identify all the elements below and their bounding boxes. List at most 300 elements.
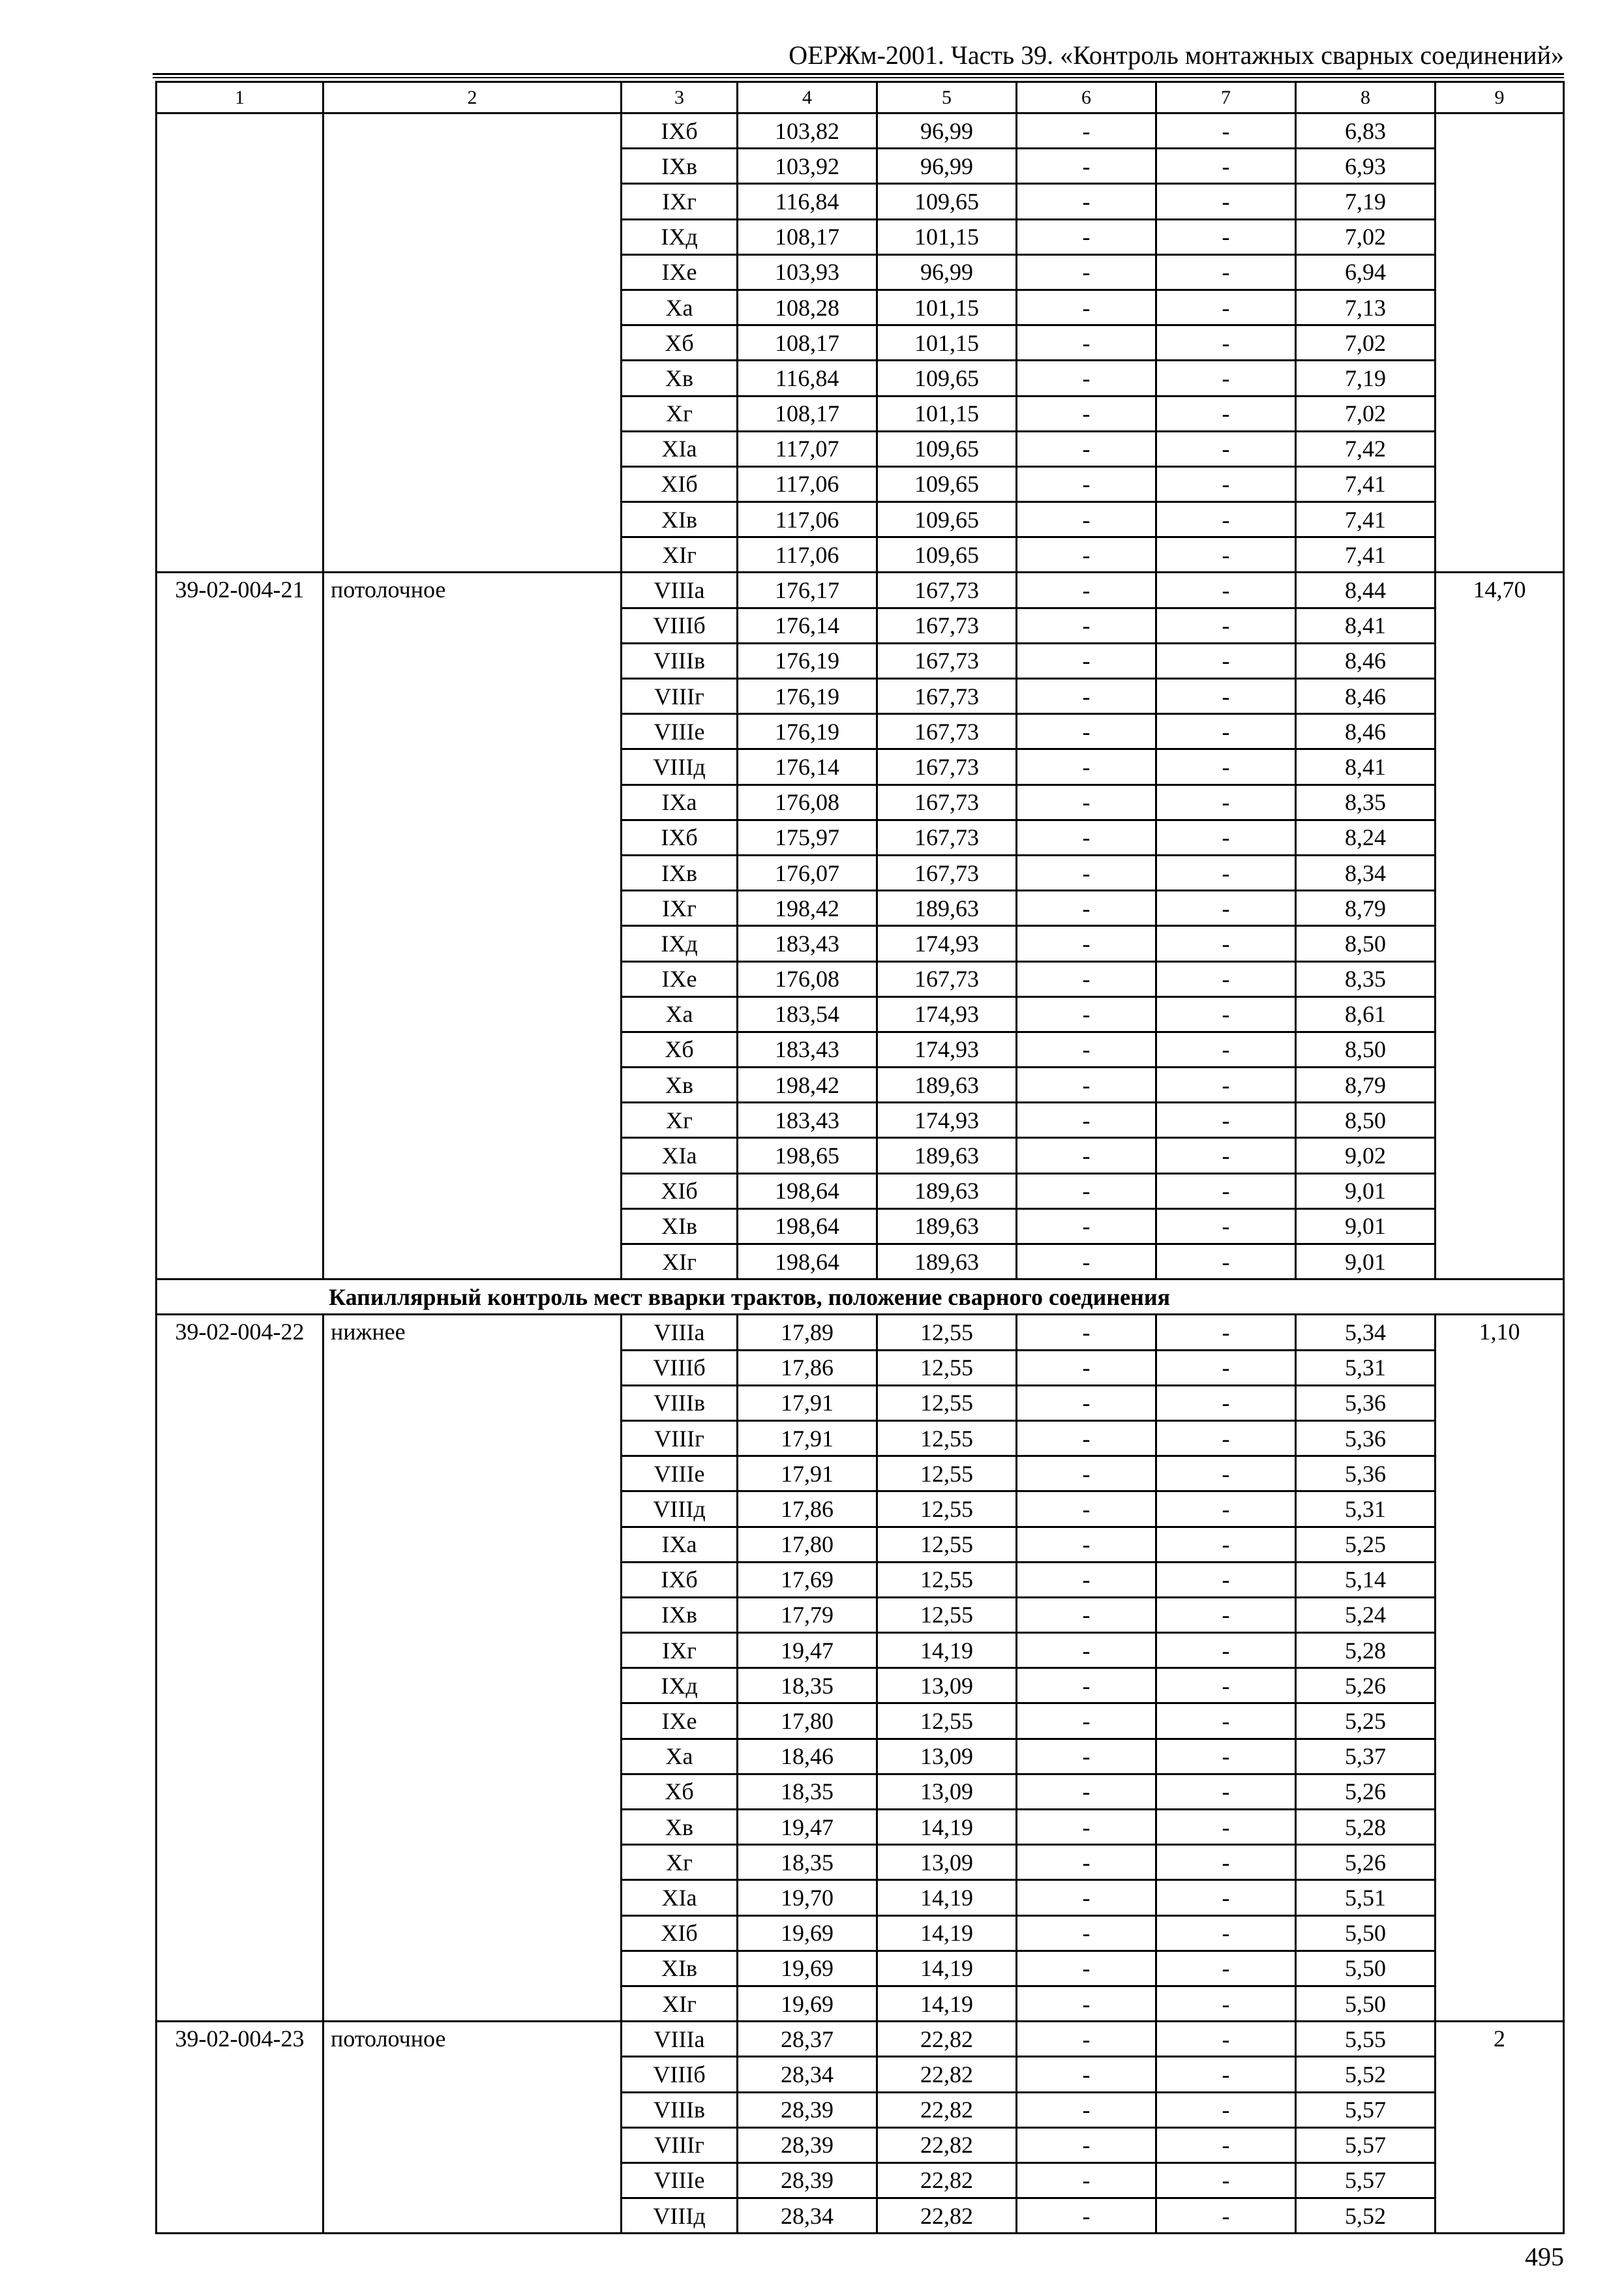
operator-wage: -: [1156, 1633, 1296, 1668]
joint-category: IXв: [622, 855, 738, 890]
total-cost: 198,42: [738, 891, 877, 926]
materials-cost: 8,35: [1296, 785, 1436, 820]
operator-wage: -: [1156, 219, 1296, 254]
materials-cost: 8,35: [1296, 961, 1436, 996]
labor-cost: 13,09: [877, 1774, 1017, 1809]
materials-cost: 5,36: [1296, 1420, 1436, 1456]
total-cost: 183,43: [738, 1103, 877, 1138]
machine-cost: -: [1017, 679, 1156, 714]
materials-cost: 8,50: [1296, 1103, 1436, 1138]
total-cost: 18,35: [738, 1668, 877, 1703]
joint-category: IXг: [622, 891, 738, 926]
total-cost: 19,47: [738, 1633, 877, 1668]
operator-wage: -: [1156, 961, 1296, 996]
machine-cost: -: [1017, 2057, 1156, 2092]
total-cost: 103,93: [738, 254, 877, 290]
total-cost: 198,64: [738, 1208, 877, 1244]
joint-category: XIг: [622, 1244, 738, 1279]
materials-cost: 7,02: [1296, 219, 1436, 254]
machine-cost: -: [1017, 2092, 1156, 2127]
materials-cost: 8,50: [1296, 1032, 1436, 1067]
operator-wage: -: [1156, 361, 1296, 396]
joint-category: VIIIг: [622, 2127, 738, 2162]
joint-category: Xб: [622, 325, 738, 361]
joint-category: VIIIд: [622, 2198, 738, 2234]
machine-cost: -: [1017, 254, 1156, 290]
materials-cost: 5,26: [1296, 1774, 1436, 1809]
weld-position: потолочное: [323, 573, 622, 1279]
machine-cost: -: [1017, 1597, 1156, 1632]
labor-cost: 13,09: [877, 1739, 1017, 1774]
labor-cost: 174,93: [877, 1103, 1017, 1138]
machine-cost: -: [1017, 1103, 1156, 1138]
joint-category: IXв: [622, 1597, 738, 1632]
operator-wage: -: [1156, 926, 1296, 961]
machine-cost: -: [1017, 608, 1156, 643]
labor-cost: 96,99: [877, 149, 1017, 184]
operator-wage: -: [1156, 1208, 1296, 1244]
total-cost: 28,34: [738, 2198, 877, 2234]
labor-cost: 13,09: [877, 1845, 1017, 1880]
column-number: 9: [1436, 82, 1564, 113]
total-cost: 103,92: [738, 149, 877, 184]
operator-wage: -: [1156, 396, 1296, 431]
operator-wage: -: [1156, 2092, 1296, 2127]
total-cost: 108,17: [738, 219, 877, 254]
materials-cost: 9,01: [1296, 1173, 1436, 1208]
joint-category: Xг: [622, 396, 738, 431]
labor-cost: 109,65: [877, 431, 1017, 466]
machine-cost: -: [1017, 1244, 1156, 1279]
operator-wage: -: [1156, 2198, 1296, 2234]
operator-wage: -: [1156, 1456, 1296, 1491]
operator-wage: -: [1156, 1597, 1296, 1632]
rates-table-body: [157, 82, 1564, 2234]
joint-category: VIIIд: [622, 1491, 738, 1527]
joint-category: VIIIв: [622, 2092, 738, 2127]
machine-cost: -: [1017, 1880, 1156, 1915]
materials-cost: 8,79: [1296, 1068, 1436, 1103]
labor-cost: 14,19: [877, 1810, 1017, 1845]
joint-category: IXб: [622, 820, 738, 855]
materials-cost: 8,50: [1296, 926, 1436, 961]
materials-cost: 5,26: [1296, 1668, 1436, 1703]
joint-category: Xг: [622, 1103, 738, 1138]
total-cost: 17,91: [738, 1420, 877, 1456]
total-cost: 183,43: [738, 926, 877, 961]
operator-wage: -: [1156, 1986, 1296, 2021]
materials-cost: 5,28: [1296, 1633, 1436, 1668]
materials-cost: 5,26: [1296, 1845, 1436, 1880]
total-cost: 183,43: [738, 1032, 877, 1067]
labor-cost: 189,63: [877, 1173, 1017, 1208]
materials-cost: 8,24: [1296, 820, 1436, 855]
total-cost: 19,70: [738, 1880, 877, 1915]
materials-cost: 8,46: [1296, 714, 1436, 749]
operator-wage: -: [1156, 1810, 1296, 1845]
machine-cost: -: [1017, 855, 1156, 890]
page-number: 495: [1525, 2242, 1564, 2271]
joint-category: Xв: [622, 1068, 738, 1103]
column-number: 7: [1156, 82, 1296, 113]
operator-wage: -: [1156, 1951, 1296, 1986]
machine-cost: -: [1017, 2162, 1156, 2198]
operator-wage: -: [1156, 1068, 1296, 1103]
materials-cost: 5,34: [1296, 1315, 1436, 1350]
rate-code: 39-02-004-22: [157, 1315, 323, 2022]
total-cost: 176,08: [738, 961, 877, 996]
rate-code: [157, 113, 323, 573]
joint-category: Xб: [622, 1032, 738, 1067]
machine-cost: -: [1017, 1915, 1156, 1951]
column-number: 3: [622, 82, 738, 113]
labor-cost: 12,55: [877, 1420, 1017, 1456]
total-cost: 19,69: [738, 1951, 877, 1986]
joint-category: XIа: [622, 1138, 738, 1173]
total-cost: 198,64: [738, 1244, 877, 1279]
machine-cost: -: [1017, 749, 1156, 785]
labor-cost: 12,55: [877, 1597, 1017, 1632]
labor-cost: 22,82: [877, 2022, 1017, 2057]
operator-wage: -: [1156, 2127, 1296, 2162]
joint-category: Xб: [622, 1774, 738, 1809]
materials-cost: 8,34: [1296, 855, 1436, 890]
table-row: [157, 1315, 1564, 1350]
rates-table: [155, 81, 1565, 2234]
total-cost: 117,06: [738, 537, 877, 573]
total-cost: 19,69: [738, 1915, 877, 1951]
materials-cost: 8,41: [1296, 749, 1436, 785]
operator-wage: -: [1156, 855, 1296, 890]
materials-cost: 5,37: [1296, 1739, 1436, 1774]
total-cost: 108,17: [738, 325, 877, 361]
joint-category: VIIIе: [622, 2162, 738, 2198]
total-cost: 17,69: [738, 1562, 877, 1597]
machine-cost: -: [1017, 1633, 1156, 1668]
machine-cost: -: [1017, 2127, 1156, 2162]
materials-cost: 9,01: [1296, 1244, 1436, 1279]
materials-cost: 7,19: [1296, 361, 1436, 396]
operator-wage: -: [1156, 714, 1296, 749]
machine-cost: -: [1017, 1668, 1156, 1703]
machine-cost: -: [1017, 537, 1156, 573]
labor-cost: 12,55: [877, 1527, 1017, 1562]
materials-cost: 5,36: [1296, 1385, 1436, 1420]
total-cost: 18,46: [738, 1739, 877, 1774]
labor-cost: 14,19: [877, 1915, 1017, 1951]
total-cost: 176,19: [738, 643, 877, 678]
joint-category: XIв: [622, 1208, 738, 1244]
joint-category: VIIIа: [622, 2022, 738, 2057]
total-cost: 28,39: [738, 2092, 877, 2127]
labor-cost: 14,19: [877, 1951, 1017, 1986]
machine-cost: -: [1017, 1350, 1156, 1385]
materials-cost: 7,41: [1296, 466, 1436, 501]
joint-category: VIIIв: [622, 1385, 738, 1420]
total-cost: 176,08: [738, 785, 877, 820]
total-cost: 17,86: [738, 1491, 877, 1527]
operator-wage: -: [1156, 1032, 1296, 1067]
operator-wage: -: [1156, 1244, 1296, 1279]
machine-cost: -: [1017, 502, 1156, 537]
machine-cost: -: [1017, 1385, 1156, 1420]
machine-cost: -: [1017, 1562, 1156, 1597]
operator-wage: -: [1156, 996, 1296, 1032]
total-cost: 19,69: [738, 1986, 877, 2021]
machine-cost: -: [1017, 2198, 1156, 2234]
materials-cost: 6,83: [1296, 113, 1436, 149]
materials-cost: 5,50: [1296, 1951, 1436, 1986]
labor-hours: 14,70: [1436, 573, 1564, 1279]
machine-cost: -: [1017, 466, 1156, 501]
joint-category: IXе: [622, 961, 738, 996]
labor-cost: 12,55: [877, 1350, 1017, 1385]
labor-cost: 22,82: [877, 2057, 1017, 2092]
operator-wage: -: [1156, 113, 1296, 149]
total-cost: 108,28: [738, 290, 877, 325]
operator-wage: -: [1156, 785, 1296, 820]
machine-cost: -: [1017, 785, 1156, 820]
column-number: 8: [1296, 82, 1436, 113]
labor-cost: 109,65: [877, 361, 1017, 396]
machine-cost: -: [1017, 1491, 1156, 1527]
materials-cost: 5,14: [1296, 1562, 1436, 1597]
operator-wage: -: [1156, 1703, 1296, 1739]
labor-cost: 101,15: [877, 219, 1017, 254]
labor-cost: 189,63: [877, 1244, 1017, 1279]
labor-cost: 12,55: [877, 1703, 1017, 1739]
machine-cost: -: [1017, 149, 1156, 184]
joint-category: XIг: [622, 537, 738, 573]
machine-cost: -: [1017, 1951, 1156, 1986]
operator-wage: -: [1156, 1315, 1296, 1350]
column-number: 6: [1017, 82, 1156, 113]
weld-position: [323, 113, 622, 573]
total-cost: 176,19: [738, 679, 877, 714]
materials-cost: 5,52: [1296, 2198, 1436, 2234]
operator-wage: -: [1156, 749, 1296, 785]
materials-cost: 5,57: [1296, 2127, 1436, 2162]
total-cost: 28,37: [738, 2022, 877, 2057]
materials-cost: 8,46: [1296, 679, 1436, 714]
materials-cost: 7,02: [1296, 396, 1436, 431]
labor-cost: 174,93: [877, 1032, 1017, 1067]
operator-wage: -: [1156, 2022, 1296, 2057]
rate-code: 39-02-004-21: [157, 573, 323, 1279]
machine-cost: -: [1017, 325, 1156, 361]
total-cost: 17,86: [738, 1350, 877, 1385]
machine-cost: -: [1017, 996, 1156, 1032]
joint-category: VIIIе: [622, 714, 738, 749]
labor-cost: 167,73: [877, 749, 1017, 785]
operator-wage: -: [1156, 891, 1296, 926]
materials-cost: 7,41: [1296, 502, 1436, 537]
total-cost: 176,19: [738, 714, 877, 749]
running-header: ОЕРЖм-2001. Часть 39. «Контроль монтажных сварных соединений»: [789, 40, 1564, 70]
operator-wage: -: [1156, 537, 1296, 573]
materials-cost: 5,25: [1296, 1703, 1436, 1739]
joint-category: VIIIб: [622, 608, 738, 643]
operator-wage: -: [1156, 502, 1296, 537]
joint-category: XIб: [622, 1915, 738, 1951]
joint-category: Xа: [622, 996, 738, 1032]
labor-cost: 167,73: [877, 961, 1017, 996]
materials-cost: 7,42: [1296, 431, 1436, 466]
machine-cost: -: [1017, 961, 1156, 996]
operator-wage: -: [1156, 1774, 1296, 1809]
labor-cost: 12,55: [877, 1456, 1017, 1491]
column-number: 1: [157, 82, 323, 113]
joint-category: IXг: [622, 1633, 738, 1668]
column-number: 4: [738, 82, 877, 113]
labor-cost: 14,19: [877, 1880, 1017, 1915]
labor-cost: 12,55: [877, 1491, 1017, 1527]
operator-wage: -: [1156, 1491, 1296, 1527]
machine-cost: -: [1017, 643, 1156, 678]
labor-cost: 174,93: [877, 926, 1017, 961]
labor-cost: 96,99: [877, 254, 1017, 290]
labor-cost: 174,93: [877, 996, 1017, 1032]
labor-cost: 167,73: [877, 855, 1017, 890]
labor-cost: 22,82: [877, 2162, 1017, 2198]
total-cost: 117,07: [738, 431, 877, 466]
materials-cost: 5,31: [1296, 1350, 1436, 1385]
operator-wage: -: [1156, 325, 1296, 361]
materials-cost: 5,31: [1296, 1491, 1436, 1527]
operator-wage: -: [1156, 1420, 1296, 1456]
materials-cost: 5,25: [1296, 1527, 1436, 1562]
materials-cost: 7,19: [1296, 184, 1436, 219]
total-cost: 108,17: [738, 396, 877, 431]
table-row: [157, 573, 1564, 608]
joint-category: XIв: [622, 502, 738, 537]
total-cost: 176,17: [738, 573, 877, 608]
total-cost: 18,35: [738, 1845, 877, 1880]
operator-wage: -: [1156, 2057, 1296, 2092]
total-cost: 117,06: [738, 502, 877, 537]
joint-category: IXг: [622, 184, 738, 219]
labor-cost: 12,55: [877, 1315, 1017, 1350]
labor-cost: 167,73: [877, 785, 1017, 820]
operator-wage: -: [1156, 820, 1296, 855]
machine-cost: -: [1017, 1420, 1156, 1456]
total-cost: 198,64: [738, 1173, 877, 1208]
labor-cost: 167,73: [877, 714, 1017, 749]
joint-category: IXа: [622, 1527, 738, 1562]
materials-cost: 5,36: [1296, 1456, 1436, 1491]
labor-cost: 167,73: [877, 608, 1017, 643]
labor-cost: 189,63: [877, 891, 1017, 926]
total-cost: 17,79: [738, 1597, 877, 1632]
materials-cost: 5,55: [1296, 2022, 1436, 2057]
labor-cost: 109,65: [877, 537, 1017, 573]
total-cost: 176,07: [738, 855, 877, 890]
operator-wage: -: [1156, 643, 1296, 678]
column-number: 5: [877, 82, 1017, 113]
operator-wage: -: [1156, 1739, 1296, 1774]
labor-cost: 109,65: [877, 466, 1017, 501]
joint-category: VIIIа: [622, 1315, 738, 1350]
machine-cost: -: [1017, 219, 1156, 254]
materials-cost: 8,79: [1296, 891, 1436, 926]
joint-category: XIб: [622, 466, 738, 501]
machine-cost: -: [1017, 1703, 1156, 1739]
joint-category: XIб: [622, 1173, 738, 1208]
machine-cost: -: [1017, 1986, 1156, 2021]
materials-cost: 8,44: [1296, 573, 1436, 608]
labor-cost: 101,15: [877, 325, 1017, 361]
labor-cost: 189,63: [877, 1138, 1017, 1173]
header-rule: [153, 73, 1564, 75]
operator-wage: -: [1156, 608, 1296, 643]
total-cost: 176,14: [738, 608, 877, 643]
operator-wage: -: [1156, 184, 1296, 219]
labor-cost: 167,73: [877, 643, 1017, 678]
labor-cost: 12,55: [877, 1562, 1017, 1597]
total-cost: 117,06: [738, 466, 877, 501]
machine-cost: -: [1017, 820, 1156, 855]
labor-hours: 2: [1436, 2022, 1564, 2234]
machine-cost: -: [1017, 1845, 1156, 1880]
operator-wage: -: [1156, 149, 1296, 184]
joint-category: VIIIб: [622, 1350, 738, 1385]
operator-wage: -: [1156, 679, 1296, 714]
total-cost: 103,82: [738, 113, 877, 149]
labor-cost: 22,82: [877, 2127, 1017, 2162]
joint-category: IXе: [622, 254, 738, 290]
section-row: [157, 1279, 1564, 1315]
joint-category: Xа: [622, 1739, 738, 1774]
joint-category: Xв: [622, 1810, 738, 1845]
operator-wage: -: [1156, 1173, 1296, 1208]
machine-cost: -: [1017, 1774, 1156, 1809]
joint-category: VIIIб: [622, 2057, 738, 2092]
materials-cost: 6,94: [1296, 254, 1436, 290]
labor-cost: 167,73: [877, 573, 1017, 608]
total-cost: 17,91: [738, 1456, 877, 1491]
machine-cost: -: [1017, 926, 1156, 961]
joint-category: IXд: [622, 219, 738, 254]
materials-cost: 5,50: [1296, 1986, 1436, 2021]
operator-wage: -: [1156, 1880, 1296, 1915]
total-cost: 116,84: [738, 361, 877, 396]
joint-category: IXд: [622, 1668, 738, 1703]
machine-cost: -: [1017, 891, 1156, 926]
joint-category: VIIIд: [622, 749, 738, 785]
joint-category: XIа: [622, 431, 738, 466]
joint-category: VIIIв: [622, 643, 738, 678]
labor-cost: 109,65: [877, 502, 1017, 537]
labor-hours: 1,10: [1436, 1315, 1564, 2022]
table-row: [157, 113, 1564, 149]
joint-category: XIа: [622, 1880, 738, 1915]
joint-category: VIIIг: [622, 679, 738, 714]
total-cost: 17,80: [738, 1703, 877, 1739]
machine-cost: -: [1017, 1810, 1156, 1845]
materials-cost: 8,46: [1296, 643, 1436, 678]
total-cost: 17,91: [738, 1385, 877, 1420]
machine-cost: -: [1017, 2022, 1156, 2057]
joint-category: XIг: [622, 1986, 738, 2021]
machine-cost: -: [1017, 113, 1156, 149]
table-row: [157, 2022, 1564, 2057]
machine-cost: -: [1017, 1456, 1156, 1491]
weld-position: потолочное: [323, 2022, 622, 2234]
joint-category: IXе: [622, 1703, 738, 1739]
labor-cost: 14,19: [877, 1986, 1017, 2021]
joint-category: VIIIг: [622, 1420, 738, 1456]
machine-cost: -: [1017, 361, 1156, 396]
